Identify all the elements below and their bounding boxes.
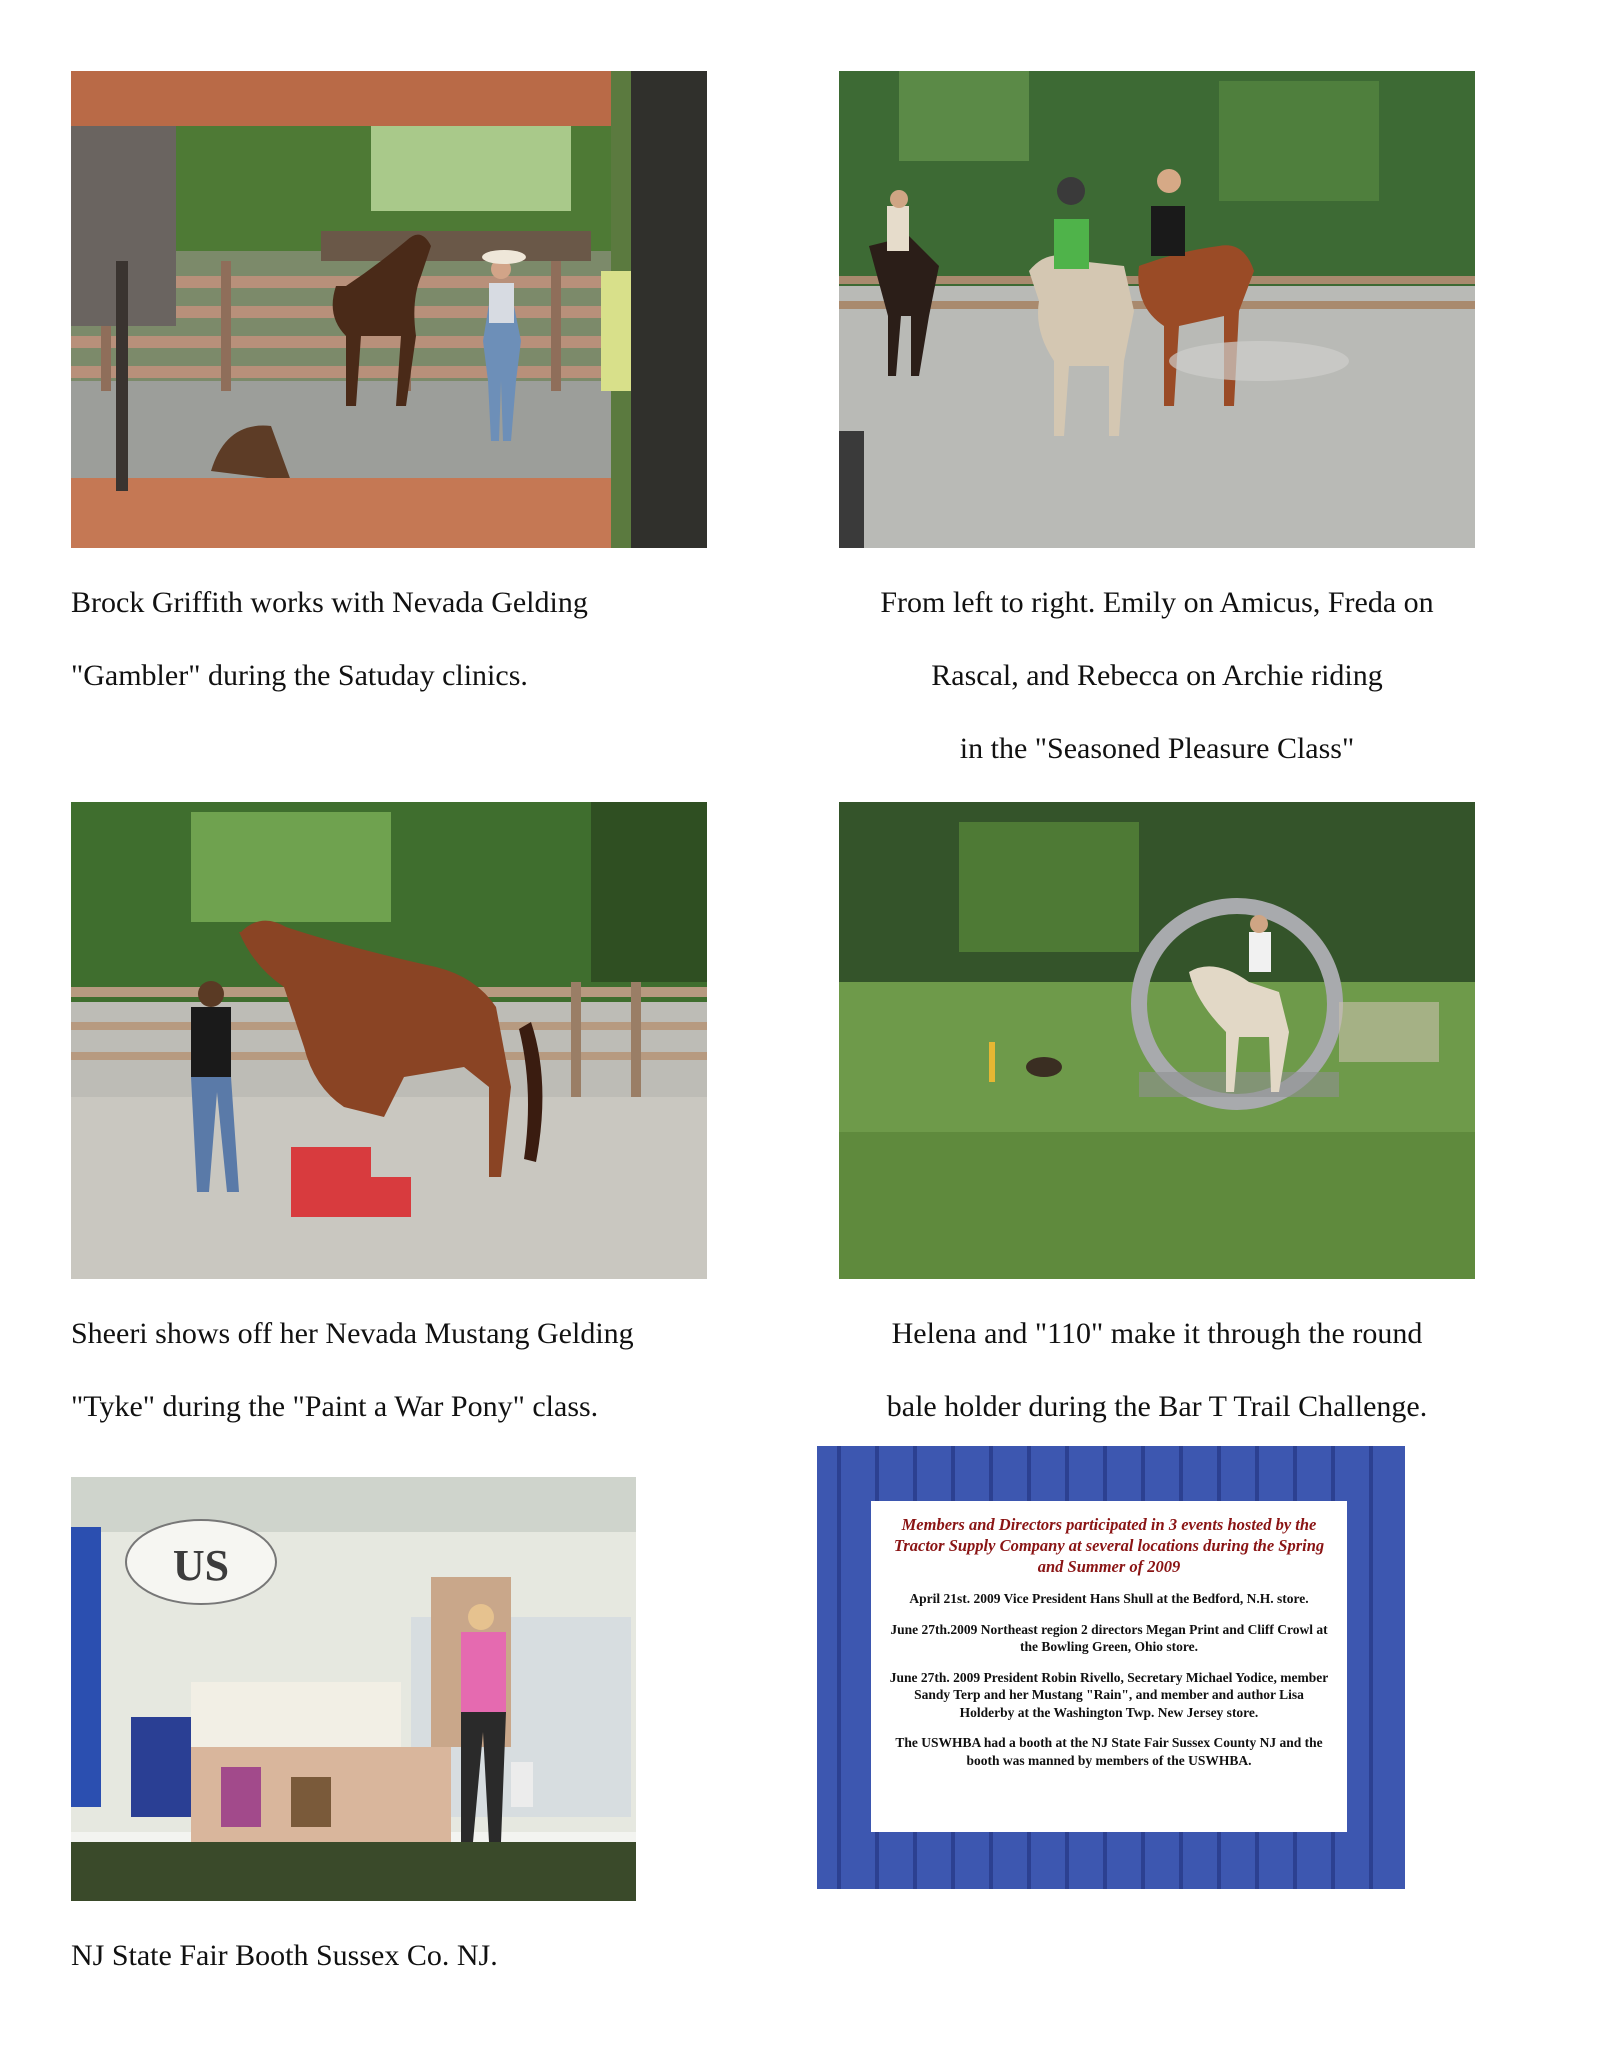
caption-line: "Tyke" during the "Paint a War Pony" class. (71, 1390, 599, 1423)
notice-item: The USWHBA had a booth at the NJ State Fair Sussex County NJ and the booth was manned by members of the USWHBA. (895, 1735, 1323, 1768)
caption-line: bale holder during the Bar T Trail Challenge. (886, 1390, 1428, 1423)
caption-line: Rascal, and Rebecca on Archie riding (931, 659, 1383, 692)
notice-card (871, 1501, 1347, 1832)
caption-three-riders (839, 566, 1475, 785)
caption-sheeri-tyke (71, 1297, 634, 1443)
caption-helena-110 (839, 1297, 1475, 1443)
notice-item: June 27th. 2009 President Robin Rivello, Secretary Michael Yodice, member Sandy Terp and her Mustang "Rain", and member and author Lisa Holderby at the Washington Twp. New Jersey store. (889, 1669, 1329, 1720)
tractor-supply-notice-board (817, 1446, 1405, 1889)
photo-brock-griffith-gambler (71, 71, 707, 548)
caption-line: Helena and "110" make it through the round (891, 1317, 1423, 1350)
caption-line: in the "Seasoned Pleasure Class" (959, 732, 1355, 765)
caption-line: NJ State Fair Booth Sussex Co. NJ. (71, 1939, 498, 1972)
notice-item: April 21st. 2009 Vice President Hans Shull at the Bedford, N.H. store. (909, 1591, 1309, 1606)
caption-line: "Gambler" during the Satuday clinics. (71, 659, 528, 692)
photo-helena-bale-holder (839, 802, 1475, 1279)
caption-brock-griffith (71, 566, 588, 712)
photo-nj-state-fair-booth (71, 1477, 636, 1901)
notice-item: June 27th.2009 Northeast region 2 directors Megan Print and Cliff Crowl at the Bowling Green, Ohio store. (890, 1621, 1328, 1654)
caption-line: Brock Griffith works with Nevada Gelding (71, 586, 588, 619)
notice-heading: Members and Directors participated in 3 events hosted by the Tractor Supply Company at several locations during the Spring and Summer of 2009 (893, 1515, 1325, 1576)
caption-nj-state-fair (71, 1919, 498, 1992)
caption-line: From left to right. Emily on Amicus, Freda on (880, 586, 1434, 619)
photo-sheeri-tyke (71, 802, 707, 1279)
booth-sign-logo: US (172, 1541, 230, 1590)
photo-three-riders (839, 71, 1475, 548)
caption-line: Sheeri shows off her Nevada Mustang Gelding (71, 1317, 634, 1350)
